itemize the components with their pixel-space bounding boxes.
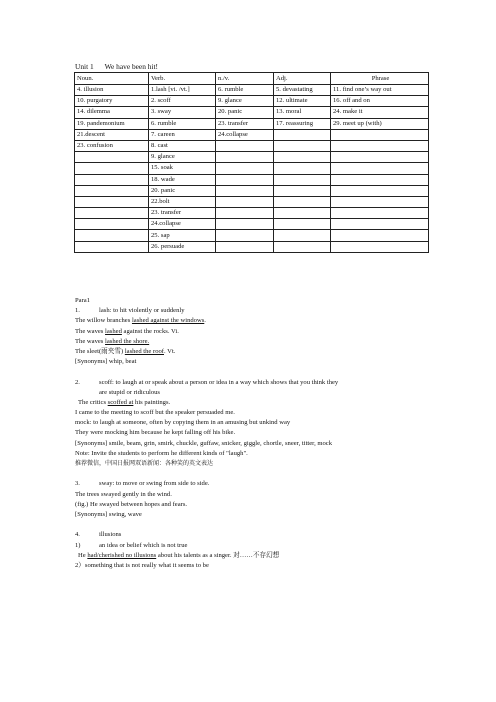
table-cell-noun: 10. purgatory [75, 96, 149, 107]
table-row [75, 219, 429, 230]
entry-scoff-definition: 2. scoff: to laugh at or speak about a person or idea in a way which shows that you think they [75, 378, 339, 386]
table-cell-nv [216, 230, 274, 241]
table-cell-adj [274, 196, 331, 207]
header-cell-adj: Adj. [274, 73, 331, 85]
table-cell-adj: 17. reassuring [274, 118, 331, 129]
table-cell-phrase [331, 174, 429, 185]
table-cell-adj [274, 152, 331, 163]
table-cell-verb: 3. sway [149, 107, 216, 118]
table-cell-phrase: 29. meet up (with) [331, 118, 429, 129]
table-cell-phrase: 16. off and on [331, 96, 429, 107]
table-cell-nv [216, 140, 274, 151]
table-cell-noun [75, 241, 149, 252]
table-cell-nv [216, 208, 274, 219]
table-cell-verb: 1.lash [vi. /vt.] [149, 85, 216, 96]
table-cell-nv [216, 174, 274, 185]
entry-illusions-word: 4. illusions [75, 531, 122, 539]
sway-synonyms: [Synonyms] swing, wave [75, 510, 142, 518]
table-cell-adj [274, 208, 331, 219]
entry-lash-definition: 1. lash: to hit violently or suddenly [75, 307, 185, 315]
lash-synonyms: [Synonyms] whip, beat [75, 358, 137, 366]
table-cell-noun [75, 152, 149, 163]
table-row [75, 185, 429, 196]
table-cell-adj [274, 241, 331, 252]
table-row [75, 208, 429, 219]
table-cell-adj [274, 185, 331, 196]
table-cell-verb: 8. cast [149, 140, 216, 151]
lash-example-4: The sleet(雨夹雪) lashed the roof. Vt. [75, 347, 176, 355]
table-cell-verb: 9. glance [149, 152, 216, 163]
table-cell-noun: 14. dilemma [75, 107, 149, 118]
table-cell-noun [75, 219, 149, 230]
table-cell-nv: 6. rumble [216, 85, 274, 96]
sway-example-1: The trees swayed gently in the wind. [75, 490, 172, 498]
table-row [75, 196, 429, 207]
table-cell-verb: 2. scoff [149, 96, 216, 107]
table-row [75, 152, 429, 163]
illusions-example-1: He had/cherished no illusions about his talents as a singer. 对……不存幻想 [78, 551, 280, 559]
table-cell-noun [75, 196, 149, 207]
para-label: Para1 [75, 297, 91, 304]
table-row [75, 129, 429, 140]
table-cell-nv: 9. glance [216, 96, 274, 107]
table-cell-phrase [331, 208, 429, 219]
table-cell-phrase [331, 185, 429, 196]
mock-definition: mock: to laugh at someone, often by copying them in an amusing but unkind way [75, 419, 291, 427]
table-cell-nv: 20. panic [216, 107, 274, 118]
table-cell-nv: 24.collapse [216, 129, 274, 140]
table-cell-phrase: 24. make it [331, 107, 429, 118]
table-cell-phrase [331, 196, 429, 207]
header-cell-nv: n./v. [216, 73, 274, 85]
illusions-sense-1: 1) an idea or belief which is not true [75, 541, 188, 549]
table-cell-verb: 7. careen [149, 129, 216, 140]
table-cell-verb: 20. panic [149, 185, 216, 196]
illusions-sense-2: 2）something that is not really what it seems to be [75, 561, 209, 569]
lash-example-3: The waves lashed the shore. [75, 337, 150, 345]
table-cell-nv [216, 241, 274, 252]
table-row [75, 241, 429, 252]
vocabulary-table [74, 72, 429, 253]
table-cell-verb: 22.bolt [149, 196, 216, 207]
table-cell-adj [274, 230, 331, 241]
table-cell-phrase [331, 241, 429, 252]
table-cell-noun: 23. confusion [75, 140, 149, 151]
table-cell-noun: 4. illusion [75, 85, 149, 96]
scoff-example-2: I came to the meeting to scoff but the speaker persuaded me. [75, 409, 235, 417]
table-row [75, 174, 429, 185]
scoff-note: Note: Invite the students to perform he different kinds of "laugh". [75, 449, 248, 457]
table-cell-noun [75, 163, 149, 174]
table-row [75, 107, 429, 118]
table-row [75, 230, 429, 241]
table-cell-adj: 13. moral [274, 107, 331, 118]
scoff-definition-cont: are stupid or ridiculous [99, 388, 160, 396]
table-cell-phrase [331, 230, 429, 241]
table-cell-adj: 12. ultimate [274, 96, 331, 107]
table-cell-nv [216, 152, 274, 163]
lash-example-1: The willow branches lashed against the windows. [75, 317, 206, 325]
table-cell-phrase: 11. find one’s way out [331, 85, 429, 96]
table-cell-adj [274, 140, 331, 151]
table-cell-noun: 19. pandemonium [75, 118, 149, 129]
table-cell-noun [75, 208, 149, 219]
table-cell-adj [274, 219, 331, 230]
table-row [75, 140, 429, 151]
table-cell-verb: 26. persuade [149, 241, 216, 252]
table-cell-nv [216, 185, 274, 196]
table-cell-phrase [331, 163, 429, 174]
table-row [75, 96, 429, 107]
entry-sway-definition: 3. sway: to move or swing from side to side. [75, 480, 210, 488]
table-cell-verb: 23. transfer [149, 208, 216, 219]
table-cell-phrase [331, 219, 429, 230]
table-cell-nv [216, 163, 274, 174]
table-cell-verb: 24.collapse [149, 219, 216, 230]
mock-example: They were mocking him because he kept falling off his bike. [75, 429, 236, 437]
table-cell-verb: 15. soak [149, 163, 216, 174]
header-cell-verb: Verb. [149, 73, 216, 85]
table-row [75, 118, 429, 129]
table-cell-adj [274, 129, 331, 140]
table-cell-noun [75, 174, 149, 185]
lash-example-2: The waves lashed against the rocks. Vi. [75, 327, 179, 335]
table-cell-phrase [331, 140, 429, 151]
table-cell-noun [75, 230, 149, 241]
unit-title: Unit 1 We have been hit! [75, 62, 159, 71]
table-cell-nv [216, 219, 274, 230]
table-cell-noun: 21.descent [75, 129, 149, 140]
wechat-recommendation: 推荐微信，中国日报网双语新闻：各种笑的英文表达 [75, 460, 214, 467]
sway-example-2: (fig.) He swayed between hopes and fears. [75, 500, 188, 508]
header-cell-phrase: Phrase [331, 73, 429, 85]
table-cell-phrase [331, 129, 429, 140]
table-cell-adj [274, 174, 331, 185]
table-cell-verb: 25. sap [149, 230, 216, 241]
table-cell-adj [274, 163, 331, 174]
table-header-row [75, 73, 429, 85]
table-cell-noun [75, 185, 149, 196]
scoff-synonyms: [Synonyms] smile, beam, grin, smirk, chuckle, guffaw, snicker, giggle, chortle, sneer, titter, mock [75, 439, 333, 447]
table-row [75, 85, 429, 96]
notes-body [75, 296, 435, 571]
table-cell-verb: 18. wade [149, 174, 216, 185]
table-cell-nv [216, 196, 274, 207]
table-cell-adj: 5. devastating [274, 85, 331, 96]
scoff-example-1: The critics scoffed at his paintings. [78, 398, 171, 406]
table-cell-phrase [331, 152, 429, 163]
table-cell-verb: 6. rumble [149, 118, 216, 129]
table-cell-nv: 23. transfer [216, 118, 274, 129]
table-row [75, 163, 429, 174]
header-cell-noun: Noun. [75, 73, 149, 85]
